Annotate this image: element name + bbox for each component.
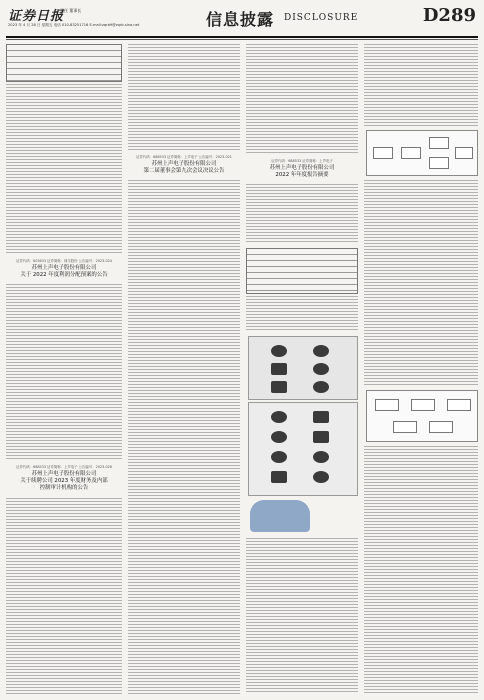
product-photo [271,451,287,463]
notice-code-line: 证券代码：603633 证券简称：徕木股份 公告编号：2023-024 [16,259,112,263]
body-text [246,44,358,154]
notice-title: 第二届董事会第九次会议决议公告 [143,168,225,174]
product-photo-grid [248,336,358,400]
section-title: 信息披露 [206,10,275,29]
body-text [364,180,478,386]
page-number: D289 [422,5,476,26]
vehicle-photo [250,500,310,532]
masthead [6,5,478,35]
body-text [246,184,358,244]
product-photo [313,471,329,483]
body-text [6,84,122,254]
section-english-title: DISCLOSURE [284,13,359,23]
product-photo [313,451,329,463]
product-photo [271,345,287,357]
product-photo [313,431,329,443]
logo-subtitle: 责任 董事长 [60,8,82,13]
product-photo-grid [248,402,358,496]
body-text [128,180,240,694]
column-4 [364,44,478,694]
product-photo [271,431,287,443]
body-text [364,446,478,694]
column-2 [128,44,240,694]
flow-box [373,147,393,159]
flow-box [393,421,417,433]
body-text [246,538,358,694]
column-1 [6,44,122,694]
flow-box [429,157,449,169]
product-photo [271,471,287,483]
notice-code-line: 证券代码：688533 证券简称：上声电子 公告编号：2023-026 [16,465,112,469]
body-text [6,284,122,460]
data-table [246,248,358,294]
product-photo [271,363,287,375]
flow-box [447,399,471,411]
flow-box [411,399,435,411]
flow-box [455,147,473,159]
notice-company: 苏州上声电子股份有限公司 [151,161,217,167]
masthead-rule-thin [6,39,478,40]
notice-heading [8,464,120,492]
notice-title: 2022 年年度报告摘要 [275,172,329,178]
data-table [6,44,122,82]
product-photo [271,411,287,423]
notice-company: 苏州上声电子股份有限公司 [269,165,335,171]
notice-heading [8,258,120,279]
body-text [246,296,358,332]
flow-box [429,137,449,149]
process-flowchart [366,390,478,442]
flow-box [429,421,453,433]
newspaper-logo: 证券日报 [8,9,65,24]
dateline: 2023 年 4 月 28 日 星期五 电话 010-83251716 E-mail:zqrb9@zqrb.sina.net [8,23,140,27]
process-flowchart [366,130,478,176]
product-photo [271,381,287,393]
product-photo [313,345,329,357]
notice-code-line: 证券代码：688533 证券简称：上声电子 公告编号：2023-021 [136,155,232,159]
notice-title: 关于续聘公司 2023 年度财务及内部 [20,478,108,484]
masthead-rule [6,36,478,38]
product-photo [313,411,329,423]
notice-title: 关于 2022 年度利润分配预案的公告 [20,272,108,278]
body-text [128,44,240,150]
product-photo [313,381,329,393]
body-text [6,498,122,694]
notice-title-cont: 控制审计机构的公告 [39,485,89,491]
product-photo [313,363,329,375]
notice-company: 苏州上声电子股份有限公司 [31,265,97,271]
flow-box [401,147,421,159]
notice-heading [248,158,356,179]
notice-code-line: 证券代码：688533 证券简称：上声电子 [271,159,333,163]
notice-company: 苏州上声电子股份有限公司 [31,471,97,477]
flow-box [375,399,399,411]
notice-heading [130,154,238,175]
body-text [364,44,478,126]
column-3 [246,44,358,694]
